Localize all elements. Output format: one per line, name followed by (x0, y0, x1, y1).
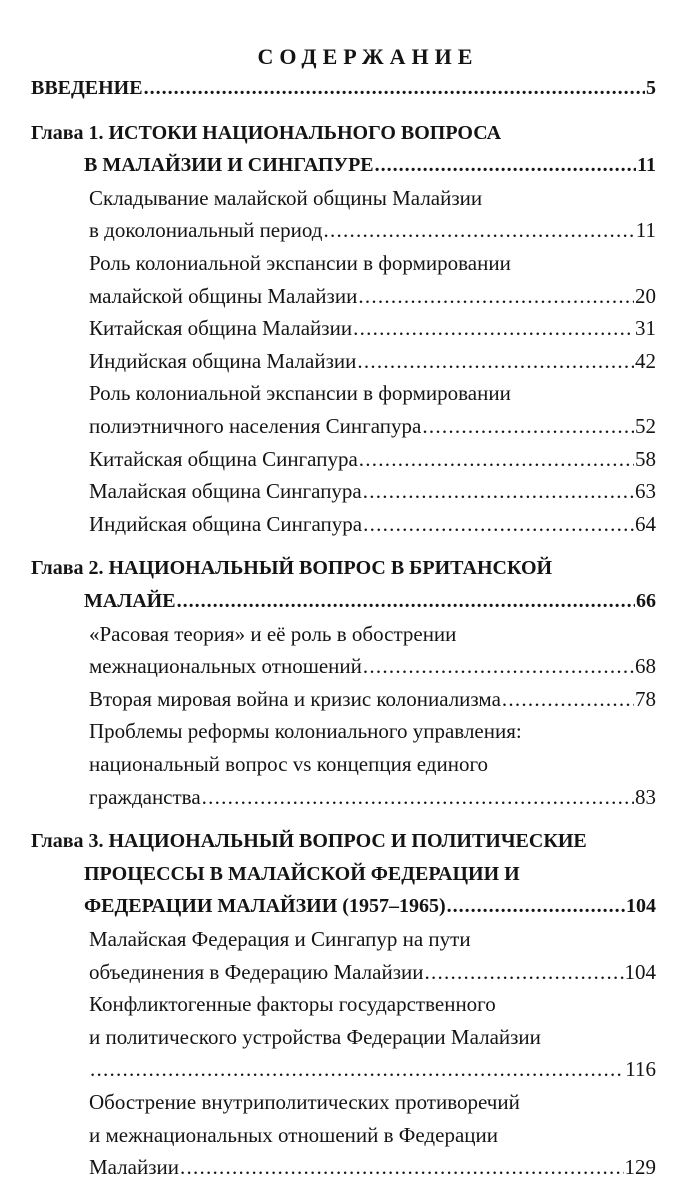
leader-dots (357, 345, 634, 377)
toc-line (89, 650, 656, 682)
page-number: 52 (635, 414, 656, 438)
page-number: 11 (635, 218, 656, 243)
toc-line (31, 552, 552, 584)
leader-dots (363, 650, 634, 682)
leader-dots (90, 1053, 624, 1085)
leader-dots (422, 410, 634, 442)
page-number: 104 (624, 959, 656, 984)
page-number: 78 (635, 686, 656, 711)
toc-line (84, 149, 656, 181)
page-number: 64 (635, 511, 656, 536)
toc-line (89, 748, 488, 780)
toc-line-text: Малайская Федерация и Сингапур на пути (89, 927, 471, 951)
toc-line-text: Глава 1. ИСТОКИ НАЦИОНАЛЬНОГО ВОПРОСА (31, 121, 502, 144)
toc-line (89, 988, 496, 1020)
toc-line (89, 1151, 656, 1183)
leader-dots (375, 149, 636, 181)
leader-dots (358, 280, 634, 312)
toc-line (89, 508, 656, 540)
toc-line-text: ФЕДЕРАЦИИ МАЛАЙЗИИ (1957–1965) (84, 895, 446, 918)
leader-dots (177, 585, 635, 617)
page-number: 11 (637, 154, 656, 177)
toc-line (89, 781, 656, 813)
toc-line-text: Обострение внутриполитических противоречий (89, 1090, 520, 1114)
toc-line-text: Проблемы реформы колониального управления: (89, 719, 522, 744)
toc-line (89, 618, 456, 650)
toc-line (89, 1086, 520, 1118)
toc-line (89, 312, 656, 344)
toc-line-text: Складывание малайской общины Малайзии (89, 185, 483, 210)
page-number: 116 (625, 1057, 656, 1082)
page-number: 104 (626, 895, 656, 918)
toc-line (89, 1119, 498, 1151)
toc-line (84, 890, 656, 922)
page-number: 42 (635, 348, 656, 373)
page-number: 20 (635, 283, 656, 308)
toc-line-text: «Расовая теория» и её роль в обострении (89, 621, 457, 646)
leader-dots (502, 683, 634, 715)
toc-line (89, 475, 656, 507)
page-number: 5 (646, 77, 656, 99)
toc-line (89, 377, 511, 409)
toc-line-text: и межнациональных отношений в Федерации (89, 1122, 498, 1147)
toc-line-text: национальный вопрос vs концепция единого (89, 752, 489, 776)
toc-line-text: ВВЕДЕНИЕ (31, 77, 143, 99)
toc-line-text: МАЛАЙЕ (84, 590, 176, 612)
toc-line (89, 247, 511, 279)
toc-line-text: Китайская община Малайзии (89, 316, 353, 341)
toc-line-text: Малайзии (89, 1155, 179, 1180)
toc-line (89, 683, 656, 715)
toc-line (89, 1021, 541, 1053)
page-number: 66 (636, 590, 656, 612)
toc-line-text: и политического устройства Федерации Малайзии (89, 1024, 541, 1049)
toc-line-text: гражданства (89, 784, 201, 809)
toc-line-text: Конфликтогенные факторы государственного (89, 992, 496, 1017)
page-number: 83 (635, 784, 656, 809)
toc-line-text: полиэтничного населения Сингапура (89, 414, 422, 438)
toc-line (89, 1053, 656, 1085)
toc-line-text: В МАЛАЙЗИИ И СИНГАПУРЕ (84, 154, 374, 177)
toc-line-text: ПРОЦЕССЫ В МАЛАЙСКОЙ ФЕДЕРАЦИИ И (84, 862, 520, 885)
toc-line (89, 443, 656, 475)
page-number: 129 (624, 1155, 656, 1180)
leader-dots (180, 1151, 624, 1183)
toc-line (89, 280, 656, 312)
leader-dots (323, 214, 634, 246)
page-number: 58 (635, 446, 656, 471)
toc-line-text: Китайская община Сингапура (89, 446, 358, 471)
toc-line (31, 72, 656, 104)
toc-heading: СОДЕРЖАНИЕ (257, 44, 479, 69)
toc-line (84, 858, 520, 890)
leader-dots (424, 956, 623, 988)
toc-line-text: Роль колониальной экспансии в формировании (89, 251, 511, 275)
toc-line-text: малайской общины Малайзии (89, 283, 358, 308)
toc-line (89, 345, 656, 377)
toc-line (89, 923, 471, 955)
toc-line (89, 214, 656, 246)
toc-line-text: Роль колониальной экспансии в формировании (89, 381, 511, 406)
leader-dots (447, 890, 625, 922)
toc-line (31, 117, 501, 149)
page-number: 31 (635, 316, 656, 341)
leader-dots (363, 508, 634, 540)
toc-line (89, 182, 482, 214)
leader-dots (363, 475, 634, 507)
toc-line-text: объединения в Федерацию Малайзии (89, 959, 424, 984)
page-number: 68 (635, 654, 656, 679)
toc-line-text: Вторая мировая война и кризис колониализма (89, 686, 501, 711)
leader-dots (202, 781, 634, 813)
toc-line (89, 715, 522, 747)
toc-line-text: межнациональных отношений (89, 654, 362, 679)
toc-line (31, 825, 587, 857)
toc-line-text: Индийская община Малайзии (89, 348, 357, 373)
leader-dots (359, 443, 634, 475)
toc-line-text: в доколониальный период (89, 218, 323, 243)
toc-line-text: Глава 3. НАЦИОНАЛЬНЫЙ ВОПРОС И ПОЛИТИЧЕСКИЕ (31, 830, 587, 853)
leader-dots (353, 312, 634, 344)
toc-line (89, 956, 656, 988)
toc-line-text: Глава 2. НАЦИОНАЛЬНЫЙ ВОПРОС В БРИТАНСКОЙ (31, 557, 553, 580)
toc-line (84, 585, 656, 617)
toc-line-text: Малайская община Сингапура (89, 479, 362, 504)
toc-line (89, 410, 656, 442)
page-number: 63 (635, 479, 656, 504)
toc-line-text: Индийская община Сингапура (89, 511, 363, 536)
leader-dots (144, 72, 645, 104)
